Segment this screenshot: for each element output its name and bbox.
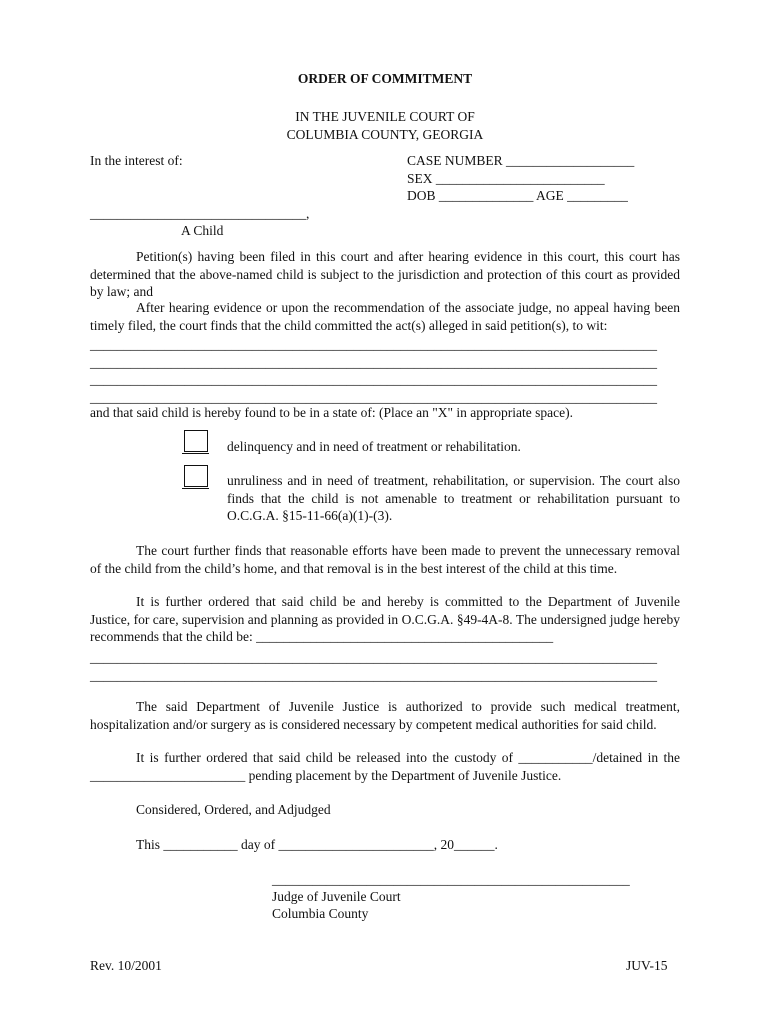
custody-text: It is further ordered that said child be released into the custody of ___________/detained in the _______________________ pending placement by the Department of Juvenile Justice. xyxy=(90,750,680,783)
court-name-line2: COLUMBIA COUNTY, GEORGIA xyxy=(286,127,484,142)
unruliness-option-text: unruliness and in need of treatment, rehabilitation, or supervision. The court also finds that the child is not amenable to treatment or rehabilitation pursuant to O.C.G.A. §15-11-66(a)(1)-(3). xyxy=(227,473,680,523)
acts-blank-line-1: ____________________________________________________________________________________ xyxy=(90,337,657,352)
dob-age-field: DOB ______________ AGE _________ xyxy=(407,188,628,203)
date-line: This ___________ day of _______________________, 20______. xyxy=(136,837,498,852)
form-number: JUV-15 xyxy=(626,958,668,973)
child-label: A Child xyxy=(181,223,224,238)
committed-text: It is further ordered that said child be and hereby is committed to the Department of Juvenile Justice, for care, supervision and planning as provided in O.C.G.A. §49-4A-8. The undersigned judge hereby recommends that the child be: ____________________________________________ xyxy=(90,594,680,644)
child-name-line: ________________________________, xyxy=(90,206,310,221)
judge-county: Columbia County xyxy=(272,906,369,921)
efforts-paragraph xyxy=(90,542,680,577)
considered-ordered-adjudged: Considered, Ordered, and Adjudged xyxy=(136,802,331,817)
petition-text: Petition(s) having been filed in this court and after hearing evidence in this court, this court has determined that the above-named child is subject to the jurisdiction and protection of this court as provided by law; and xyxy=(90,249,680,299)
hearing-text: After hearing evidence or upon the recommendation of the associate judge, no appeal having been timely filed, the court finds that the child committed the act(s) alleged in said petition(s), to wit: xyxy=(90,300,680,333)
committed-paragraph xyxy=(90,593,680,646)
interest-of-label: In the interest of: xyxy=(90,153,183,168)
acts-blank-line-3: ____________________________________________________________________________________ xyxy=(90,372,657,387)
medical-paragraph xyxy=(90,698,680,733)
case-number-field: CASE NUMBER ___________________ xyxy=(407,153,635,168)
delinquency-checkbox[interactable] xyxy=(184,430,208,452)
recommend-blank-line-1: ____________________________________________________________________________________ xyxy=(90,650,657,665)
delinquency-option-text: delinquency and in need of treatment or rehabilitation. xyxy=(227,439,521,454)
hearing-paragraph xyxy=(90,299,680,334)
custody-paragraph xyxy=(90,749,680,784)
unruliness-checkbox-underline xyxy=(182,488,209,489)
petition-paragraph xyxy=(90,248,680,301)
medical-text: The said Department of Juvenile Justice is authorized to provide such medical treatment, hospitalization and/or surgery as is considered necessary by competent medical authorities for said child. xyxy=(90,699,680,732)
judge-signature-line: _____________________________________________________ xyxy=(272,872,630,887)
revision-date: Rev. 10/2001 xyxy=(90,958,162,973)
delinquency-checkbox-underline xyxy=(182,453,209,454)
unruliness-checkbox[interactable] xyxy=(184,465,208,487)
recommend-blank-line-2: ____________________________________________________________________________________ xyxy=(90,668,657,683)
document-title: ORDER OF COMMITMENT xyxy=(297,71,473,86)
judge-title: Judge of Juvenile Court xyxy=(272,889,401,904)
court-name-line1: IN THE JUVENILE COURT OF xyxy=(295,109,475,124)
efforts-text: The court further finds that reasonable efforts have been made to prevent the unnecessary removal of the child from the child’s home, and that removal is in the best interest of the child at this time. xyxy=(90,543,680,576)
acts-blank-line-2: ____________________________________________________________________________________ xyxy=(90,355,657,370)
acts-blank-line-4: ____________________________________________________________________________________ xyxy=(90,390,657,405)
sex-field: SEX _________________________ xyxy=(407,171,605,186)
state-instruction: and that said child is hereby found to be in a state of: (Place an "X" in appropriate space). xyxy=(90,405,573,420)
